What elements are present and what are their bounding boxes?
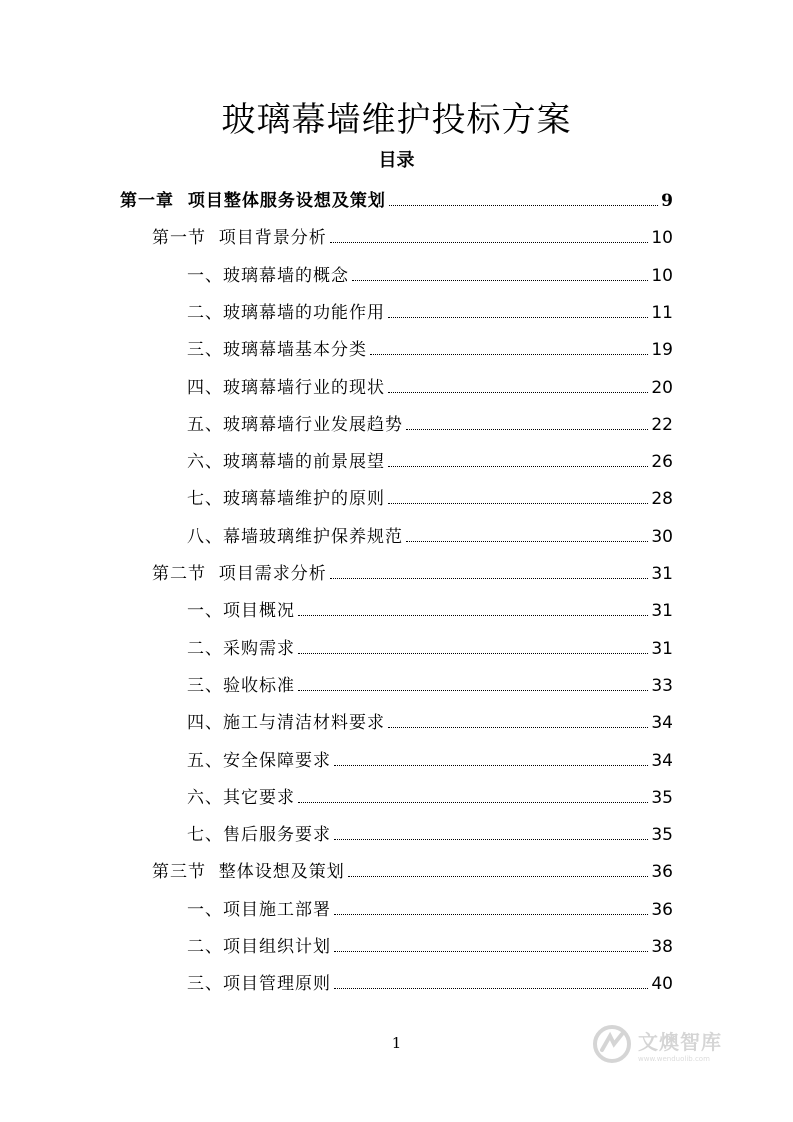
toc-entry[interactable]	[187, 968, 673, 994]
toc-leader-dots	[330, 577, 649, 579]
toc-entry[interactable]	[187, 595, 673, 621]
toc-entry-label: 八、幕墙玻璃维护保养规范	[187, 527, 403, 547]
toc-entry-page: 35	[651, 825, 673, 845]
toc-entry-label: 四、施工与清洁材料要求	[187, 713, 385, 733]
toc-entry[interactable]	[187, 260, 673, 286]
toc-entry-page: 11	[651, 303, 673, 323]
toc-entry-label: 第二节 项目需求分析	[152, 564, 327, 584]
toc-entry-label: 二、玻璃幕墙的功能作用	[187, 303, 385, 323]
toc-entry[interactable]	[187, 521, 673, 547]
toc-entry[interactable]	[187, 931, 673, 957]
toc-leader-dots	[388, 391, 648, 393]
toc-entry[interactable]	[187, 670, 673, 696]
toc-entry-label: 一、玻璃幕墙的概念	[187, 266, 349, 286]
toc-leader-dots	[348, 875, 649, 877]
toc-entry-label: 五、玻璃幕墙行业发展趋势	[187, 415, 403, 435]
toc-entry-page: 38	[651, 937, 673, 957]
toc-heading: 目录	[378, 150, 415, 171]
toc-leader-dots	[298, 614, 648, 616]
toc-entry-page: 40	[651, 974, 673, 994]
watermark	[592, 1022, 762, 1066]
toc-entry-page: 10	[651, 228, 673, 248]
toc-entry[interactable]	[187, 334, 673, 360]
toc-entry-label: 七、玻璃幕墙维护的原则	[187, 489, 385, 509]
toc-entry[interactable]	[120, 185, 673, 211]
toc-leader-dots	[334, 987, 648, 989]
toc-leader-dots	[388, 726, 648, 728]
toc-entry-page: 34	[651, 713, 673, 733]
toc-leader-dots	[388, 316, 648, 318]
toc-entry-label: 三、项目管理原则	[187, 974, 331, 994]
toc-entry-label: 第三节 整体设想及策划	[152, 862, 345, 882]
toc-leader-dots	[388, 465, 648, 467]
toc-entry-page: 31	[651, 639, 673, 659]
toc-entry-page: 31	[651, 564, 673, 584]
toc-entry-label: 二、项目组织计划	[187, 937, 331, 957]
toc-entry-label: 六、其它要求	[187, 788, 295, 808]
toc-entry[interactable]	[187, 633, 673, 659]
toc-entry[interactable]	[187, 446, 673, 472]
toc-entry-label: 四、玻璃幕墙行业的现状	[187, 378, 385, 398]
toc-entry-page: 31	[651, 601, 673, 621]
toc-leader-dots	[334, 950, 648, 952]
toc-leader-dots	[298, 652, 648, 654]
toc-entry[interactable]	[152, 856, 673, 882]
toc-entry-page: 34	[651, 751, 673, 771]
toc-entry-page: 10	[651, 266, 673, 286]
toc-entry-page: 36	[651, 862, 673, 882]
toc-leader-dots	[334, 913, 648, 915]
toc-entry[interactable]	[187, 782, 673, 808]
toc-entry[interactable]	[187, 372, 673, 398]
toc-leader-dots	[298, 801, 648, 803]
toc-leader-dots	[406, 540, 648, 542]
page-number: 1	[391, 1034, 402, 1052]
toc-entry-label: 二、采购需求	[187, 639, 295, 659]
toc-leader-dots	[389, 204, 658, 206]
toc-entry[interactable]	[187, 745, 673, 771]
toc-entry[interactable]	[187, 297, 673, 323]
toc-entry-page: 20	[651, 378, 673, 398]
toc-leader-dots	[406, 428, 648, 430]
toc-leader-dots	[388, 502, 648, 504]
toc-entry-page: 36	[651, 900, 673, 920]
toc-entry-page: 22	[651, 415, 673, 435]
toc-leader-dots	[370, 353, 648, 355]
toc-entry-label: 第一节 项目背景分析	[152, 228, 327, 248]
toc-entry-label: 一、项目施工部署	[187, 900, 331, 920]
toc-entry-page: 28	[651, 489, 673, 509]
watermark-url: www.wenduolib.com	[638, 1054, 710, 1063]
toc-entry-label: 六、玻璃幕墙的前景展望	[187, 452, 385, 472]
watermark-name: 文燠智库	[638, 1029, 722, 1054]
toc-leader-dots	[352, 279, 648, 281]
toc-entry[interactable]	[187, 894, 673, 920]
toc-entry[interactable]	[152, 558, 673, 584]
toc-entry-page: 9	[661, 191, 673, 211]
toc-entry[interactable]	[187, 409, 673, 435]
toc-entry[interactable]	[187, 819, 673, 845]
toc-entry-page: 35	[651, 788, 673, 808]
toc-entry-label: 第一章 项目整体服务设想及策划	[120, 191, 386, 211]
toc-entry-page: 30	[651, 527, 673, 547]
watermark-logo-icon	[592, 1024, 632, 1064]
toc-entry-page: 33	[651, 676, 673, 696]
toc-entry-label: 七、售后服务要求	[187, 825, 331, 845]
toc-entry-label: 三、玻璃幕墙基本分类	[187, 340, 367, 360]
toc-entry-page: 19	[651, 340, 673, 360]
toc-entry-label: 一、项目概况	[187, 601, 295, 621]
toc-leader-dots	[330, 241, 649, 243]
toc-entry-page: 26	[651, 452, 673, 472]
toc-leader-dots	[298, 689, 648, 691]
toc-leader-dots	[334, 764, 648, 766]
toc-entry-label: 五、安全保障要求	[187, 751, 331, 771]
toc-entry[interactable]	[187, 707, 673, 733]
toc-leader-dots	[334, 838, 648, 840]
document-title: 玻璃幕墙维护投标方案	[221, 100, 572, 140]
toc-entry-label: 三、验收标准	[187, 676, 295, 696]
toc-entry[interactable]	[187, 483, 673, 509]
toc-entry[interactable]	[152, 222, 673, 248]
